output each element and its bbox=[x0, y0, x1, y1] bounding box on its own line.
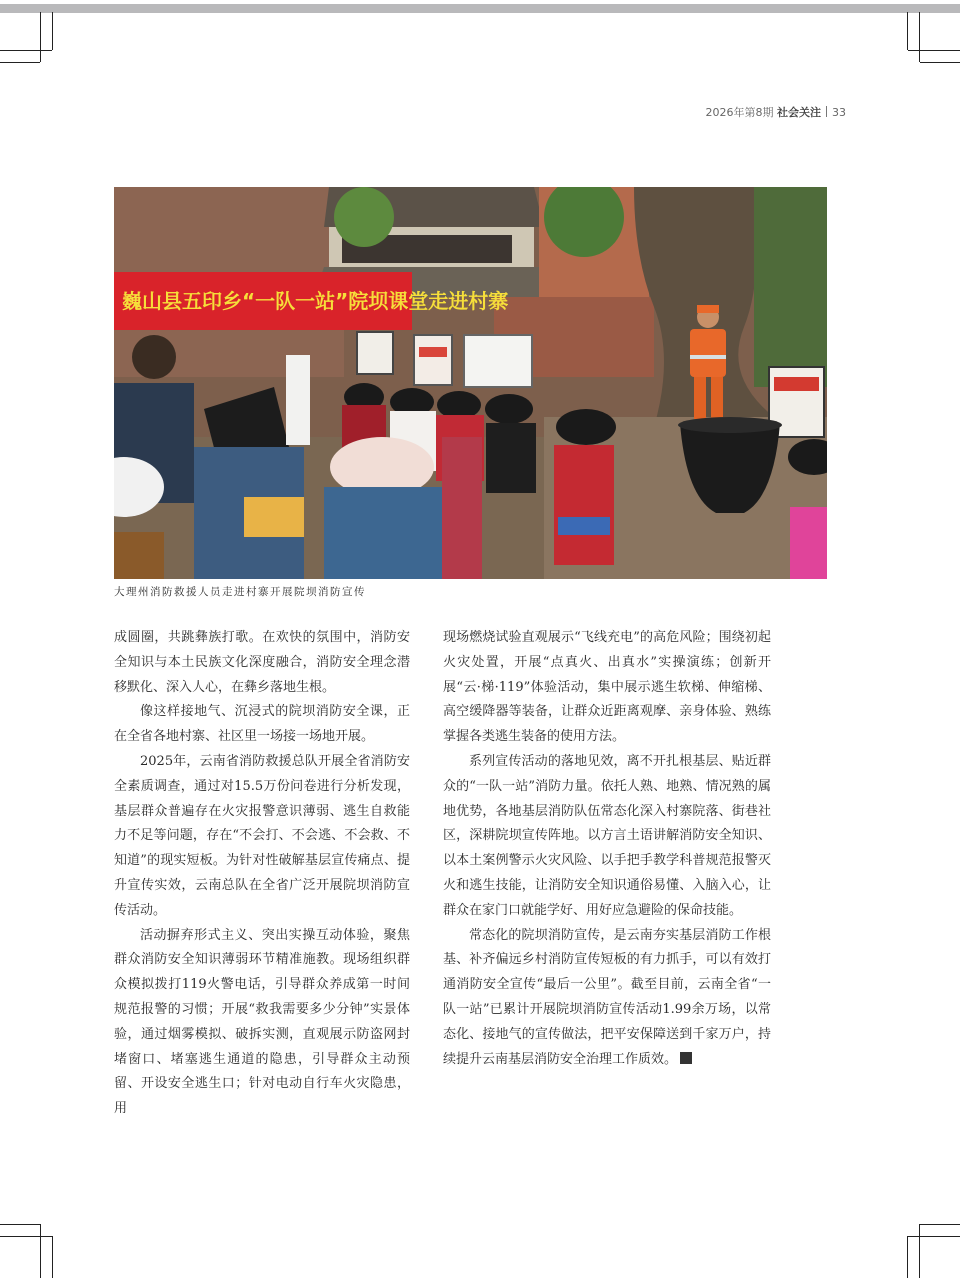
issue-label: 2026年第8期 bbox=[705, 106, 774, 119]
paragraph: 2025年，云南省消防救援总队开展全省消防安全素质调查，通过对15.5万份问卷进行分析发现，基层群众普遍存在火灾报警意识薄弱、逃生自救能力不足等问题，存在“不会打、不会逃、不会救、不知道”的现实短板。为针对性破解基层宣传痛点、提升宣传实效，云南总队在全省广泛开展院坝消防宣传活动。 bbox=[114, 753, 410, 918]
crop-mark-top-left-v2 bbox=[52, 12, 53, 50]
crop-mark-top-right-h bbox=[920, 62, 960, 63]
banner-text: 巍山县五印乡“一队一站”院坝课堂走进村寨 bbox=[122, 289, 509, 313]
paragraph bbox=[443, 924, 771, 1073]
photo-caption: 大理州消防救援人员走进村寨开展院坝消防宣传 bbox=[114, 586, 366, 598]
crop-mark-bottom-left-h2 bbox=[0, 1236, 52, 1237]
article-column-right bbox=[443, 626, 771, 1072]
crop-mark-top-left-v bbox=[40, 12, 41, 62]
header-separator bbox=[826, 106, 827, 117]
crop-mark-top-left-h2 bbox=[0, 50, 52, 51]
crop-mark-bottom-right-v2 bbox=[907, 1236, 908, 1278]
top-rule bbox=[0, 4, 960, 13]
section-label: 社会关注 bbox=[777, 106, 821, 119]
crop-mark-bottom-left-h bbox=[0, 1224, 40, 1225]
crop-mark-top-right-h2 bbox=[908, 50, 960, 51]
paragraph: 活动摒弃形式主义、突出实操互动体验，聚焦群众消防安全知识薄弱环节精准施教。现场组织群众模拟拨打119火警电话，引导群众养成第一时间规范报警的习惯；开展“救我需要多少分钟”实景体验，通过烟雾模拟、破拆实测，直观展示防盗网封堵窗口、堵塞逃生通道的隐患，引导群众主动预留、开设安全逃生口；针对电动自行车火灾隐患，用 bbox=[114, 927, 410, 1117]
paragraph: 像这样接地气、沉浸式的院坝消防安全课，正在全省各地村寨、社区里一场接一场地开展。 bbox=[114, 704, 410, 745]
paragraph: 系列宣传活动的落地见效，离不开扎根基层、贴近群众的“一队一站”消防力量。依托人熟、地熟、情况熟的属地优势，各地基层消防队伍常态化深入村寨院落、街巷社区，深耕院坝宣传阵地。以方言土语讲解消防安全知识、以本土案例警示火灾风险、以手把手教学科普规范报警灭火和逃生技能，让消防安全知识通俗易懂、入脑入心，让群众在家门口就能学好、用好应急避险的保命技能。 bbox=[443, 753, 771, 918]
crop-mark-bottom-left-v bbox=[40, 1224, 41, 1278]
crop-mark-bottom-right-h bbox=[920, 1224, 960, 1225]
running-header bbox=[560, 105, 846, 121]
article-column-left bbox=[114, 626, 410, 1122]
paragraph: 成圆圈，共跳彝族打歌。在欢快的氛围中，消防安全知识与本土民族文化深度融合，消防安全理念潜移默化、深入人心，在彝乡落地生根。 bbox=[114, 630, 410, 695]
article-photo bbox=[114, 187, 827, 579]
crop-mark-bottom-right-h2 bbox=[908, 1236, 960, 1237]
article-end-mark-icon bbox=[680, 1052, 692, 1064]
crop-mark-top-right-v bbox=[919, 12, 920, 62]
crop-mark-bottom-right-v bbox=[919, 1224, 920, 1278]
page-number: 33 bbox=[832, 106, 846, 119]
crop-mark-top-right-v2 bbox=[907, 12, 908, 50]
crop-mark-bottom-left-v2 bbox=[52, 1236, 53, 1278]
crop-mark-top-left-h bbox=[0, 62, 40, 63]
paragraph-text: 常态化的院坝消防宣传，是云南夯实基层消防工作根基、补齐偏远乡村消防宣传短板的有力抓手，可以有效打通消防安全宣传“最后一公里”。截至目前，云南全省“一队一站”已累计开展院坝消防宣传活动1.99余万场，以常态化、接地气的宣传做法，把平安保障送到千家万户，持续提升云南基层消防安全治理工作质效。 bbox=[443, 927, 771, 1067]
paragraph: 现场燃烧试验直观展示“飞线充电”的高危风险；围绕初起火灾处置，开展“点真火、出真水”实操演练；创新开展“云·梯·119”体验活动，集中展示逃生软梯、伸缩梯、高空缓降器等装备，让群众近距离观摩、亲身体验、熟练掌握各类逃生装备的使用方法。 bbox=[443, 630, 771, 745]
